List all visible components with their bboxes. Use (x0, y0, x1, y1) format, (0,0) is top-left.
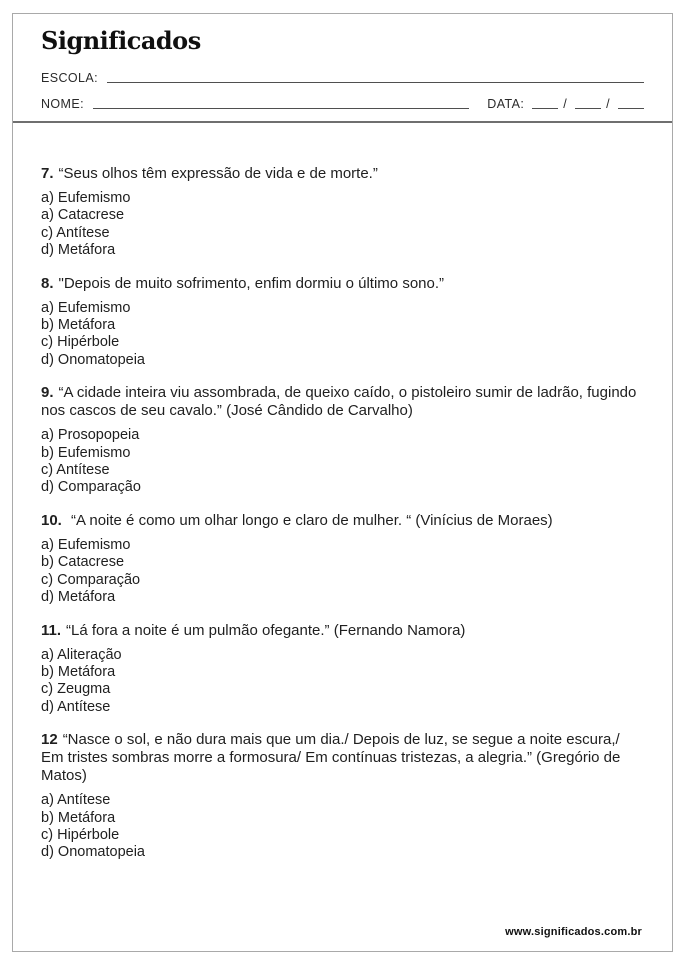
option-item: b) Catacrese (41, 554, 125, 571)
option-item: c) Hipérbole (41, 334, 120, 351)
question-text (41, 622, 644, 640)
option-item: d) Metáfora (41, 242, 116, 259)
options-list (41, 792, 644, 862)
option-item: b) Metáfora (41, 663, 116, 680)
nome-blank-line (93, 108, 469, 109)
option-item: d) Antítese (41, 698, 111, 715)
worksheet-page (12, 13, 673, 952)
question-number: 10. (41, 511, 62, 529)
worksheet-header (13, 14, 672, 111)
question-number: 11. (41, 621, 62, 639)
option-item: c) Antítese (41, 462, 110, 479)
option-item: d) Onomatopeia (41, 351, 145, 368)
date-year-blank (618, 108, 644, 109)
option-item: a) Eufemismo (41, 536, 131, 553)
options-list (41, 190, 644, 260)
question-text (41, 275, 644, 293)
question-statement: “Lá fora a noite é um pulmão ofegante.” (Fernando Namora) (66, 621, 466, 639)
option-item: a) Catacrese (41, 207, 125, 224)
option-item: a) Prosopopeia (41, 427, 140, 444)
question-9 (41, 384, 644, 497)
options-list (41, 647, 644, 717)
option-item: c) Zeugma (41, 681, 111, 698)
question-11 (41, 622, 644, 717)
question-text (41, 165, 644, 183)
question-number: 12 (41, 731, 58, 749)
option-item: b) Eufemismo (41, 444, 131, 461)
escola-label: ESCOLA: (41, 71, 98, 85)
option-item: a) Aliteração (41, 646, 122, 663)
question-12 (41, 731, 644, 862)
option-item: d) Onomatopeia (41, 844, 145, 861)
option-item: c) Comparação (41, 571, 141, 588)
date-separator: / (563, 97, 568, 111)
question-text (41, 731, 644, 785)
nome-label: NOME: (41, 97, 84, 111)
escola-field-row (41, 71, 644, 85)
question-statement: “Nasce o sol, e não dura mais que um dia./ Depois de luz, se segue a noite escura,/ Em tristes sombras morre a formosura/ Em contínuas tristezas, a alegria.” (Gregório de Matos) (41, 731, 621, 785)
date-month-blank (575, 108, 601, 109)
option-item: d) Comparação (41, 479, 141, 496)
question-statement: "Depois de muito sofrimento, enfim dormiu o último sono.” (58, 274, 445, 292)
option-item: c) Antítese (41, 224, 110, 241)
date-day-blank (532, 108, 558, 109)
escola-blank-line (107, 82, 644, 83)
question-number: 9. (41, 384, 54, 402)
nome-field-row (41, 97, 644, 111)
questions-section (13, 123, 672, 862)
options-list (41, 537, 644, 607)
data-label: DATA: (487, 97, 525, 111)
option-item: b) Metáfora (41, 317, 116, 334)
question-7 (41, 165, 644, 260)
question-statement: “A cidade inteira viu assombrada, de queixo caído, o pistoleiro sumir de ladrão, fugindo nos cascos de seu cavalo.” (José Cândido de Carvalho) (41, 384, 637, 420)
option-item: a) Antítese (41, 792, 111, 809)
question-statement: “Seus olhos têm expressão de vida e de morte.” (58, 165, 378, 182)
question-text (41, 384, 644, 420)
question-10 (41, 512, 644, 607)
question-8 (41, 275, 644, 370)
footer-url: www.significados.com.br (505, 926, 642, 938)
option-item: b) Metáfora (41, 809, 116, 826)
question-statement: “A noite é como um olhar longo e claro de mulher. “ (Vinícius de Moraes) (66, 511, 553, 529)
brand-logo: Significados (41, 26, 201, 55)
option-item: d) Metáfora (41, 589, 116, 606)
date-separator: / (606, 97, 610, 111)
option-item: a) Eufemismo (41, 190, 131, 206)
question-text (41, 512, 644, 530)
question-number: 7. (41, 165, 54, 182)
options-list (41, 427, 644, 497)
option-item: c) Hipérbole (41, 826, 120, 843)
options-list (41, 300, 644, 370)
date-field-group (487, 97, 644, 111)
option-item: a) Eufemismo (41, 299, 131, 316)
question-number: 8. (41, 274, 54, 292)
